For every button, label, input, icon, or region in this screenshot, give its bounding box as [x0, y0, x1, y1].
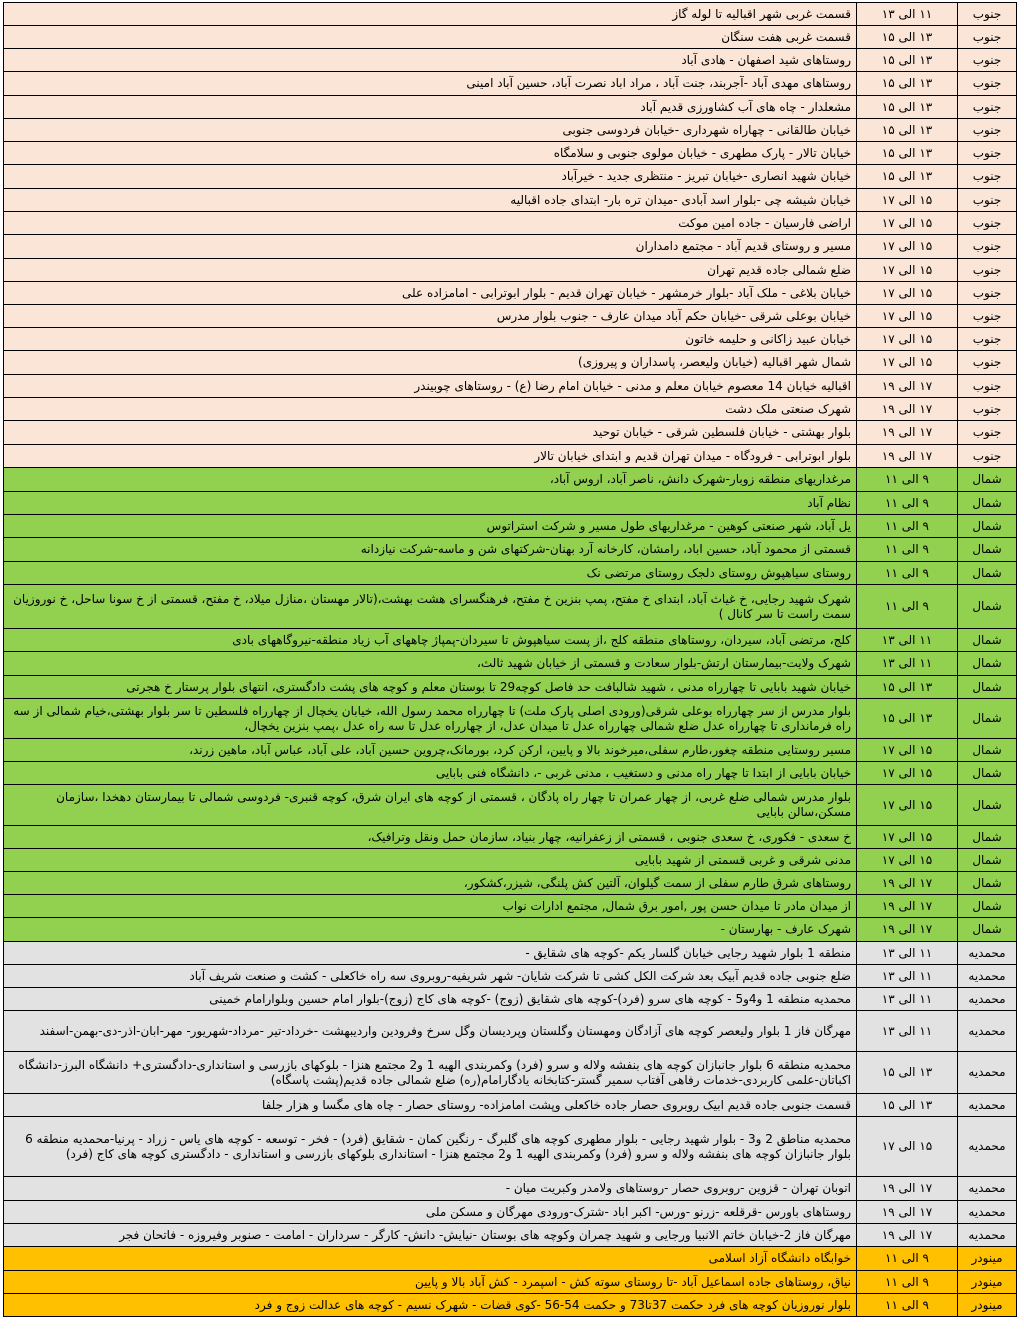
table-row [4, 1117, 1017, 1177]
area-cell: خ سعدی - فکوری، خ سعدی جنوبی ، قسمتی از زعفرانیه، چهار بنیاد، سازمان حمل ونقل وترافیک، [4, 826, 857, 849]
time-cell: ۱۳ الی ۱۵ [857, 142, 958, 165]
area-cell: مهرگان فاز 2-خیابان خاتم الانبیا ورجایی و شهید چمران وکوچه های بوستان -نیایش- دانش- کارگر - سرداران - امامت - صنوبر وفیروزه - فاتحان فجر [4, 1224, 857, 1247]
table-row [4, 1201, 1017, 1224]
area-cell: شمال شهر اقبالیه (خیابان ولیعصر، پاسداران و پیروزی) [4, 351, 857, 375]
table-row [4, 895, 1017, 918]
time-cell: ۹ الی ۱۱ [857, 1271, 958, 1294]
time-cell: ۱۷ الی ۱۹ [857, 1201, 958, 1224]
area-cell: خیابان بوعلی شرقی -خیابان حکم آباد میدان عارف - جنوب بلوار مدرس [4, 305, 857, 328]
time-cell: ۱۵ الی ۱۷ [857, 849, 958, 872]
time-cell: ۱۵ الی ۱۷ [857, 328, 958, 351]
region-cell: جنوب [958, 351, 1017, 375]
time-cell: ۱۱ الی ۱۳ [857, 1011, 958, 1052]
time-cell: ۱۷ الی ۱۹ [857, 421, 958, 445]
table-row [4, 739, 1017, 762]
area-cell: خیابان تالار - پارک مطهری - خیابان مولوی جنوبی و سلامگاه [4, 142, 857, 165]
table-row [4, 189, 1017, 212]
area-cell: بلوار ابوترابی - فرودگاه - میدان تهران قدیم و ابتدای خیابان تالار [4, 445, 857, 468]
time-cell: ۹ الی ۱۱ [857, 1247, 958, 1271]
area-cell: مسیر و روستای قدیم آباد - مجتمع دامداران [4, 235, 857, 259]
time-cell: ۱۵ الی ۱۷ [857, 235, 958, 259]
table-row [4, 259, 1017, 282]
region-cell: محمدیه [958, 1117, 1017, 1177]
table-row [4, 652, 1017, 676]
area-cell: روستای سیاهپوش روستای دلجک روستای مرتضی نک [4, 562, 857, 585]
time-cell: ۱۵ الی ۱۷ [857, 212, 958, 235]
area-cell: مسیر روستایی منطقه چغور،طارم سفلی،میرخوند بالا و پایین، ارکن کرد، بورمانک،چروین حسین آباد، علی آباد، عباس آباد، ماهین زرند، [4, 739, 857, 762]
area-cell: بلوار نوروزیان کوچه های فرد حکمت 37تا73 و حکمت 54-56 -کوی قضات - شهرک نسیم - کوچه های عدالت زوج و فرد [4, 1294, 857, 1317]
area-cell: مدنی شرقی و غربی قسمتی از شهید بابایی [4, 849, 857, 872]
time-cell: ۱۱ الی ۱۳ [857, 965, 958, 988]
area-cell: روستاهای باورس -قرقلعه -زرنو -ورس- اکبر اباد -شترک-ورودی مهرگان و مسکن ملی [4, 1201, 857, 1224]
table-row [4, 328, 1017, 351]
table-row [4, 562, 1017, 585]
region-cell: مینودر [958, 1271, 1017, 1294]
table-row [4, 282, 1017, 305]
time-cell: ۱۵ الی ۱۷ [857, 826, 958, 849]
region-cell: جنوب [958, 212, 1017, 235]
table-row [4, 1271, 1017, 1294]
region-cell: جنوب [958, 142, 1017, 165]
region-cell: شمال [958, 785, 1017, 826]
area-cell: از میدان مادر تا میدان حسن پور ,امور برق شمال, مجتمع ادارات نواب [4, 895, 857, 918]
area-cell: ضلع جنوبی جاده قدیم آبیک بعد شرکت الکل کشی تا شرکت شایان- شهر شریفیه-روبروی سه راه خاکعلی - کشت و صنعت شریف آباد [4, 965, 857, 988]
table-row [4, 212, 1017, 235]
region-cell: شمال [958, 826, 1017, 849]
time-cell: ۱۵ الی ۱۷ [857, 785, 958, 826]
area-cell: کلج، مرتضی آباد، سیردان، روستاهای منطقه کلج ،از پست سیاهپوش تا سیردان-پمپاژ چاههای آب زیاد منطقه-نیروگاههای بادی [4, 629, 857, 652]
region-cell: جنوب [958, 282, 1017, 305]
area-cell: قسمت جنوبی جاده قدیم ابیک روبروی حصار جاده خاکعلی وپشت امامزاده- روستای حصار - چاه های مگسا و هزار جلفا [4, 1094, 857, 1117]
area-cell: نیاق، روستاهای جاده اسماعیل آباد -تا روستای سوته کش - اسپمرد - کش آباد بالا و پایین [4, 1271, 857, 1294]
region-cell: جنوب [958, 445, 1017, 468]
time-cell: ۱۳ الی ۱۵ [857, 699, 958, 739]
area-cell: روستاهای مهدی آباد -آجربند، جنت آباد ، مراد اباد نصرت آباد، حسین آباد امینی [4, 72, 857, 96]
region-cell: جنوب [958, 259, 1017, 282]
area-cell: خیابان بلاغی - ملک آباد -بلوار خرمشهر - خیابان تهران قدیم - بلوار ابوترابی - امامزاده علی [4, 282, 857, 305]
table-row [4, 699, 1017, 739]
table-row [4, 26, 1017, 49]
region-cell: جنوب [958, 72, 1017, 96]
area-cell: خیابان شیشه چی -بلوار اسد آبادی -میدان تره بار- ابتدای جاده اقبالیه [4, 189, 857, 212]
time-cell: ۱۵ الی ۱۷ [857, 305, 958, 328]
table-row [4, 119, 1017, 142]
time-cell: ۱۳ الی ۱۵ [857, 165, 958, 189]
region-cell: جنوب [958, 3, 1017, 26]
area-cell: محمدیه منطقه 1 و4و5 - کوچه های سرو (فرد)-کوچه های شقایق (زوج) -کوچه های کاج (زوج)-بلوار امام حسین وبلوارامام خمینی [4, 988, 857, 1011]
area-cell: مهرگان فاز 1 بلوار ولیعصر کوچه های آزادگان ومهستان وگلستان وپردیسان وگل سرخ وفرودین واردیبهشت -خرداد-تیر -مرداد-شهریور- مهر-ابان-اذر-دی-بهمن-اسفند [4, 1011, 857, 1052]
table-row [4, 1052, 1017, 1094]
region-cell: شمال [958, 492, 1017, 515]
time-cell: ۹ الی ۱۱ [857, 585, 958, 629]
table-row [4, 351, 1017, 375]
region-cell: جنوب [958, 235, 1017, 259]
table-row [4, 49, 1017, 72]
area-cell: محمدیه منطقه 6 بلوار جانبازان کوچه های بنفشه ولاله و سرو (فرد) وکمربندی الهیه 1 و2 مجتمع هنزا - بلوکهای بازرسی و استانداری-دادگستری+ دانشگاه البرز-دانشگاه اکباتان-علمی کاربردی-خدمات رفاهی آفتاب سمیر گستر-کتابخانه یادگارامام(ره) ضلع شمالی جاده قدیم(پشت پاسگاه) [4, 1052, 857, 1094]
table-row [4, 468, 1017, 492]
table-row [4, 96, 1017, 119]
table-row [4, 1177, 1017, 1201]
time-cell: ۱۱ الی ۱۳ [857, 652, 958, 676]
time-cell: ۱۱ الی ۱۳ [857, 942, 958, 965]
region-cell: محمدیه [958, 965, 1017, 988]
region-cell: شمال [958, 538, 1017, 562]
region-cell: محمدیه [958, 1224, 1017, 1247]
region-cell: شمال [958, 562, 1017, 585]
area-cell: بلوار بهشتی - خیابان فلسطین شرقی - خیابان توحید [4, 421, 857, 445]
area-cell: شهرک ولایت-بیمارستان ارتش-بلوار سعادت و قسمتی از خیابان شهید ثالث، [4, 652, 857, 676]
area-cell: خیابان شهید انصاری -خیابان تبریز - منتظری جدید - خیرآباد [4, 165, 857, 189]
area-cell: خیابان شهید بابایی تا چهارراه مدنی ، شهید شالبافت حد فاصل کوچه29 تا بوستان معلم و کوچه های پشت دادگستری، انتهای بلوار پرستار خ هجرتی [4, 676, 857, 699]
table-row [4, 235, 1017, 259]
time-cell: ۱۷ الی ۱۹ [857, 375, 958, 398]
region-cell: شمال [958, 699, 1017, 739]
time-cell: ۱۷ الی ۱۹ [857, 1224, 958, 1247]
table-row [4, 492, 1017, 515]
table-row [4, 515, 1017, 538]
table-row [4, 445, 1017, 468]
area-cell: روستاهای شید اصفهان - هادی آباد [4, 49, 857, 72]
time-cell: ۱۵ الی ۱۷ [857, 351, 958, 375]
region-cell: شمال [958, 739, 1017, 762]
time-cell: ۱۳ الی ۱۵ [857, 119, 958, 142]
table-row [4, 918, 1017, 942]
time-cell: ۱۳ الی ۱۵ [857, 1094, 958, 1117]
time-cell: ۱۳ الی ۱۵ [857, 26, 958, 49]
region-cell: شمال [958, 872, 1017, 895]
area-cell: منطقه 1 بلوار شهید رجایی خیابان گلسار یکم -کوچه های شقایق - [4, 942, 857, 965]
table-row [4, 1294, 1017, 1317]
region-cell: شمال [958, 849, 1017, 872]
area-cell: بلوار مدرس از سر چهارراه بوعلی شرقی(ورودی اصلی پارک ملت) تا چهارراه محمد رسول الله، خیابان یخچال از چهارراه فلسطین تا سر بلوار بهشتی،خیام شمالی از سه راه فرمانداری تا چهارراه عدل ضلع شمالی چهارراه عدل تا میدان عدل، از چهارراه عدل تا سه راه عدل ،پمپ بنزین یخچال، [4, 699, 857, 739]
time-cell: ۱۳ الی ۱۵ [857, 676, 958, 699]
time-cell: ۱۳ الی ۱۵ [857, 72, 958, 96]
area-cell: اتوبان تهران - قزوین -روبروی حصار -روستاهای ولامدر وکبریت میان - [4, 1177, 857, 1201]
region-cell: جنوب [958, 119, 1017, 142]
time-cell: ۱۷ الی ۱۹ [857, 918, 958, 942]
area-cell: خیابان عبید زاکانی و حلیمه خاتون [4, 328, 857, 351]
area-cell: مشعلدار - چاه های آب کشاورزی قدیم آباد [4, 96, 857, 119]
region-cell: شمال [958, 918, 1017, 942]
table-row [4, 1094, 1017, 1117]
time-cell: ۱۵ الی ۱۷ [857, 189, 958, 212]
region-cell: مینودر [958, 1294, 1017, 1317]
region-cell: جنوب [958, 328, 1017, 351]
table-row [4, 762, 1017, 785]
area-cell: اراضی فارسیان - جاده امین موکت [4, 212, 857, 235]
region-cell: محمدیه [958, 942, 1017, 965]
area-cell: اقبالیه خیابان 14 معصوم خیابان معلم و مدنی - خیابان امام رضا (ع) - روستاهای چوبیندر [4, 375, 857, 398]
region-cell: جنوب [958, 165, 1017, 189]
region-cell: محمدیه [958, 1094, 1017, 1117]
region-cell: جنوب [958, 305, 1017, 328]
table-row [4, 988, 1017, 1011]
area-cell: قسمتی از محمود آباد، حسین اباد، رامشان، کارخانه آرد بهنان-شرکتهای شن و ماسه-شرکت نیازدانه [4, 538, 857, 562]
area-cell: مرغداریهای منطقه زوبار-شهرک دانش، ناصر آباد، اروس آباد، [4, 468, 857, 492]
area-cell: خیابان بابایی از ابتدا تا چهار راه مدنی و دستغیب ، مدنی غربی -، دانشگاه فنی بابایی [4, 762, 857, 785]
table-row [4, 421, 1017, 445]
time-cell: ۱۱ الی ۱۳ [857, 3, 958, 26]
region-cell: جنوب [958, 189, 1017, 212]
area-cell: شهرک عارف - بهارستان - [4, 918, 857, 942]
region-cell: جنوب [958, 26, 1017, 49]
time-cell: ۱۷ الی ۱۹ [857, 1177, 958, 1201]
area-cell: خیابان طالقانی - چهاراه شهرداری -خیابان فردوسی جنوبی [4, 119, 857, 142]
schedule-body [4, 3, 1017, 1317]
region-cell: محمدیه [958, 1052, 1017, 1094]
time-cell: ۱۳ الی ۱۵ [857, 96, 958, 119]
table-row [4, 1011, 1017, 1052]
time-cell: ۱۷ الی ۱۹ [857, 895, 958, 918]
time-cell: ۱۱ الی ۱۳ [857, 629, 958, 652]
area-cell: ضلع شمالی جاده قدیم تهران [4, 259, 857, 282]
region-cell: محمدیه [958, 1177, 1017, 1201]
region-cell: شمال [958, 762, 1017, 785]
table-row [4, 165, 1017, 189]
time-cell: ۹ الی ۱۱ [857, 468, 958, 492]
table-row [4, 3, 1017, 26]
table-row [4, 826, 1017, 849]
area-cell: روستاهای شرق طارم سفلی از سمت گیلوان، آلتین کش پلنگی، شیزر،کشکور، [4, 872, 857, 895]
time-cell: ۱۳ الی ۱۵ [857, 49, 958, 72]
area-cell: قسمت غربی هفت سنگان [4, 26, 857, 49]
region-cell: جنوب [958, 398, 1017, 421]
time-cell: ۱۵ الی ۱۷ [857, 282, 958, 305]
outage-schedule-table [3, 2, 1017, 1317]
area-cell: شهرک شهید رجایی، خ غیاث آباد، ابتدای خ مفتح، پمپ بنزین خ مفتح، فرهنگسرای هشت بهشت،(تالار مهستان ،منازل میلاد، خ مفتح، قسمتی از خ سونا ساحل، خ نوروزیان سمت راست تا سر کانال ) [4, 585, 857, 629]
time-cell: ۱۵ الی ۱۷ [857, 739, 958, 762]
time-cell: ۹ الی ۱۱ [857, 538, 958, 562]
area-cell: بلوار مدرس شمالی ضلع غربی، از چهار عمران تا چهار راه پادگان ، قسمتی از کوچه های ایران شرق، کوچه قنبری- فردوسی شمالی تا بیمارستان دهخدا ،سازمان مسکن،سالن بابایی [4, 785, 857, 826]
area-cell: قسمت غربی شهر اقبالیه تا لوله گاز [4, 3, 857, 26]
area-cell: یل آباد، شهر صنعتی کوهین - مرغداریهای طول مسیر و شرکت استراتوس [4, 515, 857, 538]
table-row [4, 942, 1017, 965]
area-cell: محمدیه مناطق 2 و3 - بلوار شهید رجایی - بلوار مطهری کوچه های گلبرگ - رنگین کمان - شقایق (فرد) - فخر - توسعه - کوچه های یاس - زراد - پرنیا-محمدیه منطقه 6 بلوار جانبازان کوچه های بنفشه ولاله و سرو (فرد) وکمربندی الهیه 1 و2 مجتمع هنزا - استانداری بلوکهای بازرسی و استانداری - دادگستری کوچه های کاج (فرد) [4, 1117, 857, 1177]
region-cell: شمال [958, 585, 1017, 629]
region-cell: شمال [958, 468, 1017, 492]
table-row [4, 538, 1017, 562]
table-row [4, 676, 1017, 699]
time-cell: ۱۵ الی ۱۷ [857, 259, 958, 282]
table-row [4, 585, 1017, 629]
region-cell: محمدیه [958, 1201, 1017, 1224]
area-cell: شهرک صنعتی ملک دشت [4, 398, 857, 421]
region-cell: شمال [958, 652, 1017, 676]
table-row [4, 398, 1017, 421]
time-cell: ۹ الی ۱۱ [857, 562, 958, 585]
region-cell: شمال [958, 629, 1017, 652]
table-row [4, 629, 1017, 652]
region-cell: محمدیه [958, 1011, 1017, 1052]
time-cell: ۹ الی ۱۱ [857, 515, 958, 538]
time-cell: ۱۵ الی ۱۷ [857, 1117, 958, 1177]
table-row [4, 872, 1017, 895]
region-cell: شمال [958, 515, 1017, 538]
table-row [4, 305, 1017, 328]
region-cell: شمال [958, 676, 1017, 699]
table-row [4, 375, 1017, 398]
time-cell: ۹ الی ۱۱ [857, 492, 958, 515]
time-cell: ۹ الی ۱۱ [857, 1294, 958, 1317]
time-cell: ۱۱ الی ۱۳ [857, 988, 958, 1011]
region-cell: مینودر [958, 1247, 1017, 1271]
time-cell: ۱۷ الی ۱۹ [857, 398, 958, 421]
table-row [4, 72, 1017, 96]
time-cell: ۱۷ الی ۱۹ [857, 445, 958, 468]
table-row [4, 965, 1017, 988]
table-row [4, 142, 1017, 165]
region-cell: جنوب [958, 421, 1017, 445]
table-row [4, 849, 1017, 872]
time-cell: ۱۵ الی ۱۷ [857, 762, 958, 785]
region-cell: جنوب [958, 96, 1017, 119]
region-cell: جنوب [958, 375, 1017, 398]
region-cell: جنوب [958, 49, 1017, 72]
table-row [4, 785, 1017, 826]
region-cell: شمال [958, 895, 1017, 918]
region-cell: محمدیه [958, 988, 1017, 1011]
table-row [4, 1224, 1017, 1247]
time-cell: ۱۳ الی ۱۵ [857, 1052, 958, 1094]
area-cell: نظام آباد [4, 492, 857, 515]
table-row [4, 1247, 1017, 1271]
time-cell: ۱۷ الی ۱۹ [857, 872, 958, 895]
area-cell: خوابگاه دانشگاه آزاد اسلامی [4, 1247, 857, 1271]
